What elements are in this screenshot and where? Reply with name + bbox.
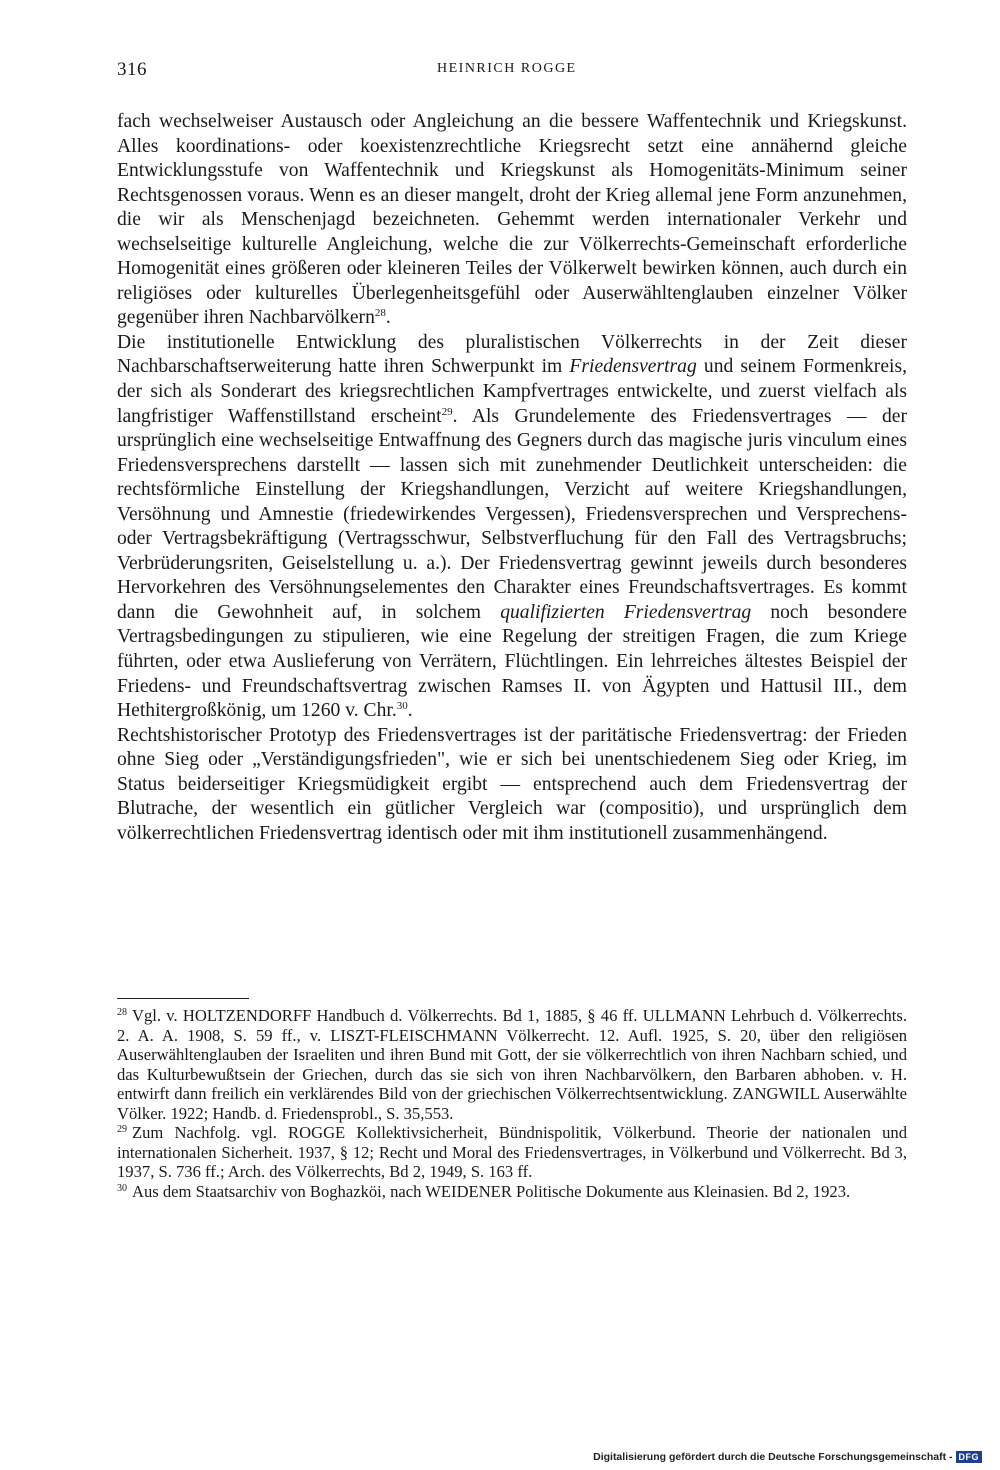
footnote-number: 28	[117, 1007, 127, 1018]
footnote-29	[117, 1123, 907, 1182]
paragraph-2	[117, 331, 907, 724]
footnote-30	[117, 1182, 907, 1202]
emphasis-qualifizierten: qualifizierten Friedensvertrag	[500, 601, 752, 623]
paragraph-1-text: fach wechselweiser Austausch oder Angleichung an die bessere Waffentechnik und Kriegskunst. Alles koordinations- oder koexistenzrechtliche Kriegsrecht setzt eine annähernd gleiche Entwicklungsstufe von Waffentechnik und Kriegskunst als Homogenitäts-Minimum seiner Rechtsgenossen voraus. Wenn es an dieser mangelt, droht der Krieg allemal jene Form anzunehmen, die wir als Menschenjagd bezeichneten. Gehemmt werden internationaler Verkehr und wechselseitige kulturelle Angleichung, welche die zur Völkerrechts-Gemeinschaft erforderliche Homogenität eines größeren oder kleineren Teiles der Völkerwelt bewirken können, auch durch ein religiöses oder kulturelles Überlegenheitsgefühl oder Auserwähltenglauben einzelner Völker gegenüber ihren Nachbarvölkern	[117, 111, 907, 329]
body-text	[117, 110, 907, 846]
paragraph-2-text-a: Die institutionelle Entwicklung des pluralistischen Völkerrechts in der Zeit dieser Nachbarschaftserweiterung hatte ihren Schwerpunkt im	[117, 331, 907, 378]
footnote-divider	[117, 998, 249, 999]
paragraph-1	[117, 110, 907, 331]
footnotes	[117, 1006, 907, 1201]
digitization-credit	[593, 1449, 982, 1465]
footnote-28	[117, 1006, 907, 1123]
paragraph-2-text-c: und seinem Formenkreis, der sich als Sonderart des kriegsrechtlichen Kampfvertrages entwickelte, und zuerst vielfach als langfristiger Waffenstillstand erscheint	[117, 356, 907, 427]
page-header	[117, 59, 907, 85]
page-number: 316	[117, 59, 147, 80]
paragraph-3: Rechtshistorischer Prototyp des Friedensvertrages ist der paritätische Friedensvertrag: der Frieden ohne Sieg oder „Verständigungsfrieden", wie er sich bei unentschiedenem Sieg oder Krieg, im Status beiderseitiger Kriegsmüdigkeit ergibt — entsprechend auch dem Friedensvertrag der Blutrache, der wesentlich ein gütlicher Vergleich war (compositio), und ursprünglich dem völkerrechtlichen Friedensvertrag identisch oder mit ihm institutionell zusammenhängend.	[117, 724, 907, 844]
paragraph-2-text-d: . Als Grundelemente des Friedensvertrages — der ursprünglich eine wechselseitige Entwaffnung des Gegners durch das magische juris vinculum eines Friedensversprechens darstellt — lassen sich mit zunehmender Deutlichkeit unterscheiden: die rechtsförmliche Einstellung der Kriegshandlungen, Verzicht auf weitere Kriegshandlungen, Versöhnung und Amnestie (friedewirkendes Vergessen), Friedensversprechen und Versprechens- oder Vertragsbekräftigung (Vertragsschwur, Selbstverfluchung für den Fall des Vertragsbruchs; Verbrüderungsriten, Geiselstellung u. a.). Der Friedensvertrag gewinnt jeweils durch besonderes Hervorkehren des Versöhnungselementes den Charakter eines Freundschaftsvertrages. Es kommt dann die Gewohnheit auf, in solchem	[117, 405, 907, 623]
credit-text: Digitalisierung gefördert durch die Deutsche Forschungsgemeinschaft -	[593, 1451, 953, 1463]
footnote-number: 30	[117, 1182, 127, 1194]
paragraph-1-end: .	[385, 307, 391, 329]
footnote-text: Zum Nachfolg. vgl. ROGGE Kollektivsicherheit, Bündnispolitik, Völkerbund. Theorie der nationalen und internationalen Sicherheit. 1937, § 12; Recht und Moral des Friedensvertrages, in Völkerbund und Völkerrecht. Bd 3, 1937, S. 736 ff.; Arch. des Völkerrechts, Bd 2, 1949, S. 163 ff.	[117, 1123, 907, 1181]
dfg-logo: DFG	[956, 1451, 983, 1463]
running-head: HEINRICH ROGGE	[437, 61, 577, 76]
footnote-text: Vgl. v. HOLTZENDORFF Handbuch d. Völkerrechts. Bd 1, 1885, § 46 ff. ULLMANN Lehrbuch d. Völkerrechts. 2. A. A. 1908, S. 59 ff., v. LISZT-FLEISCHMANN Völkerrecht. 12. Aufl. 1925, S. 20, über den religiösen Auserwähltenglauben der Israeliten und ihren Bund mit Gott, der sie völkerrechtlich von ihren Nachbarn schied, und das Kulturbewußtsein der Griechen, durch das sie sich von ihren Nachbarvölkern, den Barbaren abhoben. v. H. entwirft dann freilich ein verklärendes Bild von der griechischen Völkerrechtsentwicklung. ZANGWILL Auserwählte Völker. 1922; Handb. d. Friedensprobl., S. 35,553.	[117, 1006, 907, 1123]
footnote-text: Aus dem Staatsarchiv von Boghazköi, nach WEIDENER Politische Dokumente aus Kleinasien. Bd 2, 1923.	[132, 1181, 851, 1201]
emphasis-friedensvertrag: Friedensvertrag	[569, 356, 697, 378]
paragraph-2-end: .	[407, 700, 413, 722]
footnote-ref-30: 30	[396, 700, 408, 713]
footnote-number: 29	[117, 1124, 127, 1135]
footnote-ref-29: 29	[441, 405, 453, 418]
paragraph-2-text-f: noch besondere Vertragsbedingungen zu stipulieren, wie eine Regelung der streitigen Fragen, die zum Kriege führten, oder etwa Auslieferung von Verrätern, Flüchtlingen. Ein lehrreiches ältestes Beispiel der Friedens- und Freundschaftsvertrag zwischen Ramses II. von Ägypten und Hattusil III., dem Hethitergroßkönig, um 1260 v. Chr.	[117, 601, 907, 722]
footnote-ref-28: 28	[374, 307, 386, 320]
